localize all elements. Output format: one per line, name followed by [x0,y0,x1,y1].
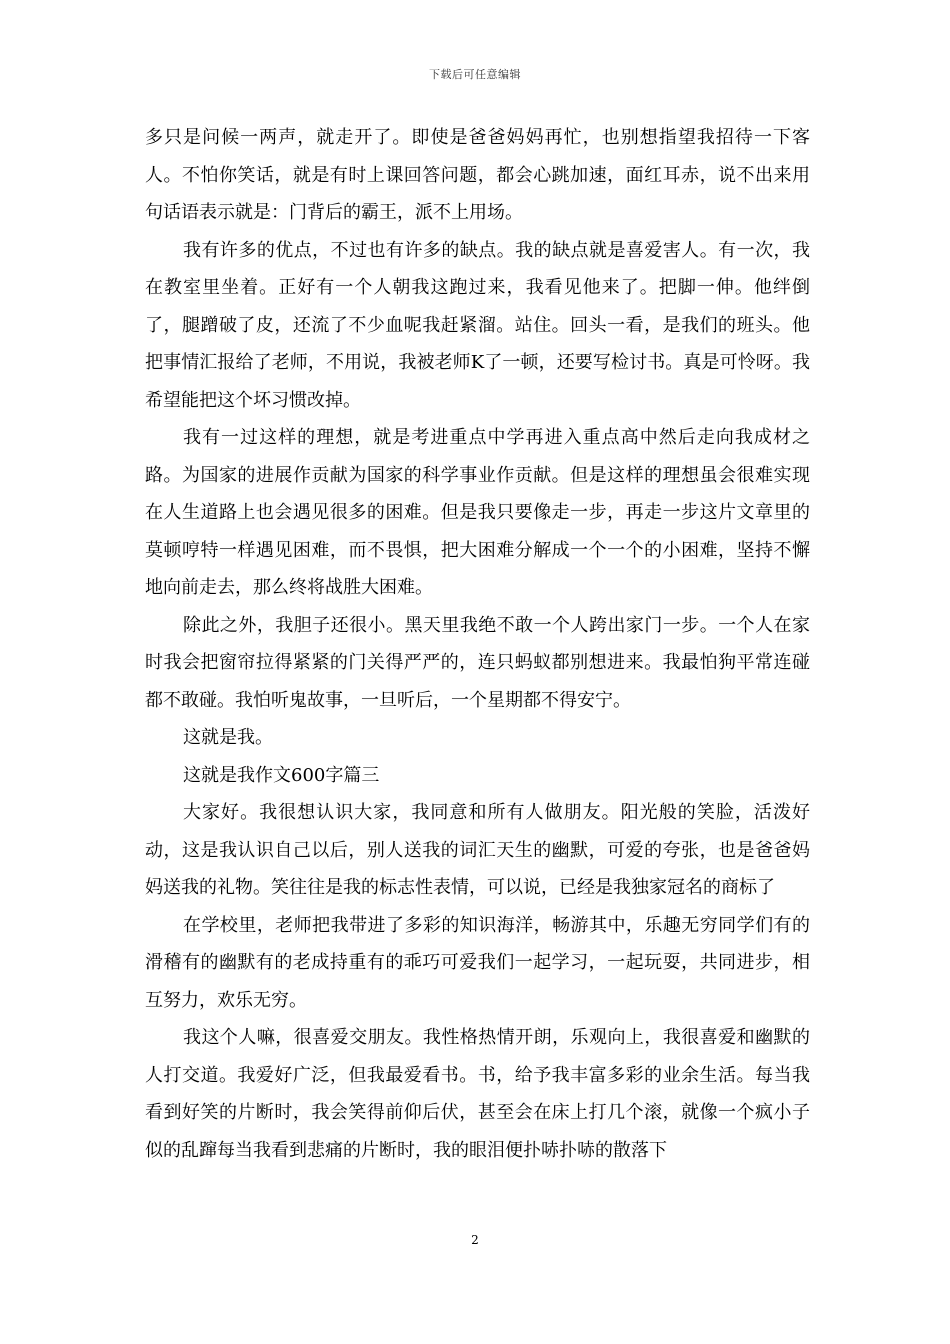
paragraph-continuation: 多只是问候一两声，就走开了。即使是爸爸妈妈再忙，也别想指望我招待一下客人。不怕你笑话，就是有时上课回答问题，都会心跳加速，面红耳赤，说不出来用句话语表示就是：门背后的霸王，派不上用场。 [145,127,810,223]
page-number: 2 [471,1233,479,1247]
paragraph-ideal: 我有一过这样的理想，就是考进重点中学再进入重点高中然后走向我成材之路。为国家的进展作贡献为国家的科学事业作贡献。但是这样的理想虽会很难实现在人生道路上也会遇见很多的困难。但是我只要像走一步，再走一步这片文章里的莫顿哼特一样遇见困难，而不畏惧，把大困难分解成一个一个的小困难，坚持不懈地向前走去，那么终将战胜大困难。 [145,427,810,598]
document-body [145,119,810,1169]
page-header: 下载后可任意编辑 [429,68,521,81]
section-heading: 这就是我作文600字篇三 [183,764,380,786]
paragraph-school: 在学校里，老师把我带进了多彩的知识海洋，畅游其中，乐趣无穷同学们有的滑稽有的幽默有的老成持重有的乖巧可爱我们一起学习，一起玩耍，共同进步，相互努力，欢乐无穷。 [145,914,810,1011]
paragraph-this-is-me: 这就是我。 [183,727,273,748]
paragraph-friends-books: 我这个人嘛，很喜爱交朋友。我性格热情开朗，乐观向上，我很喜爱和幽默的人打交道。我爱好广泛，但我最爱看书。书，给予我丰富多彩的业余生活。每当我看到好笑的片断时，我会笑得前仰后伏，甚至会在床上打几个滚，就像一个疯小子似的乱蹿每当我看到悲痛的片断时，我的眼泪便扑哧扑哧的散落下 [145,1027,810,1161]
paragraph-shortcomings: 我有许多的优点，不过也有许多的缺点。我的缺点就是喜爱害人。有一次，我在教室里坐着。正好有一个人朝我这跑过来，我看见他来了。把脚一伸。他绊倒了，腿蹭破了皮，还流了不少血呢我赶紧溜。站住。回头一看，是我们的班头。他把事情汇报给了老师，不用说，我被老师K了一顿，还要写检讨书。真是可怜呀。我希望能把这个坏习惯改掉。 [145,239,810,411]
paragraph-timid: 除此之外，我胆子还很小。黑天里我绝不敢一个人跨出家门一步。一个人在家时我会把窗帘拉得紧紧的门关得严严的，连只蚂蚁都别想进来。我最怕狗平常连碰都不敢碰。我怕听鬼故事，一旦听后，一个星期都不得安宁。 [145,614,810,711]
paragraph-introduction: 大家好。我很想认识大家，我同意和所有人做朋友。阳光般的笑脸，活泼好动，这是我认识自己以后，别人送我的词汇天生的幽默，可爱的夸张，也是爸爸妈妈送我的礼物。笑往往是我的标志性表情，可以说，已经是我独家冠名的商标了 [145,802,810,898]
